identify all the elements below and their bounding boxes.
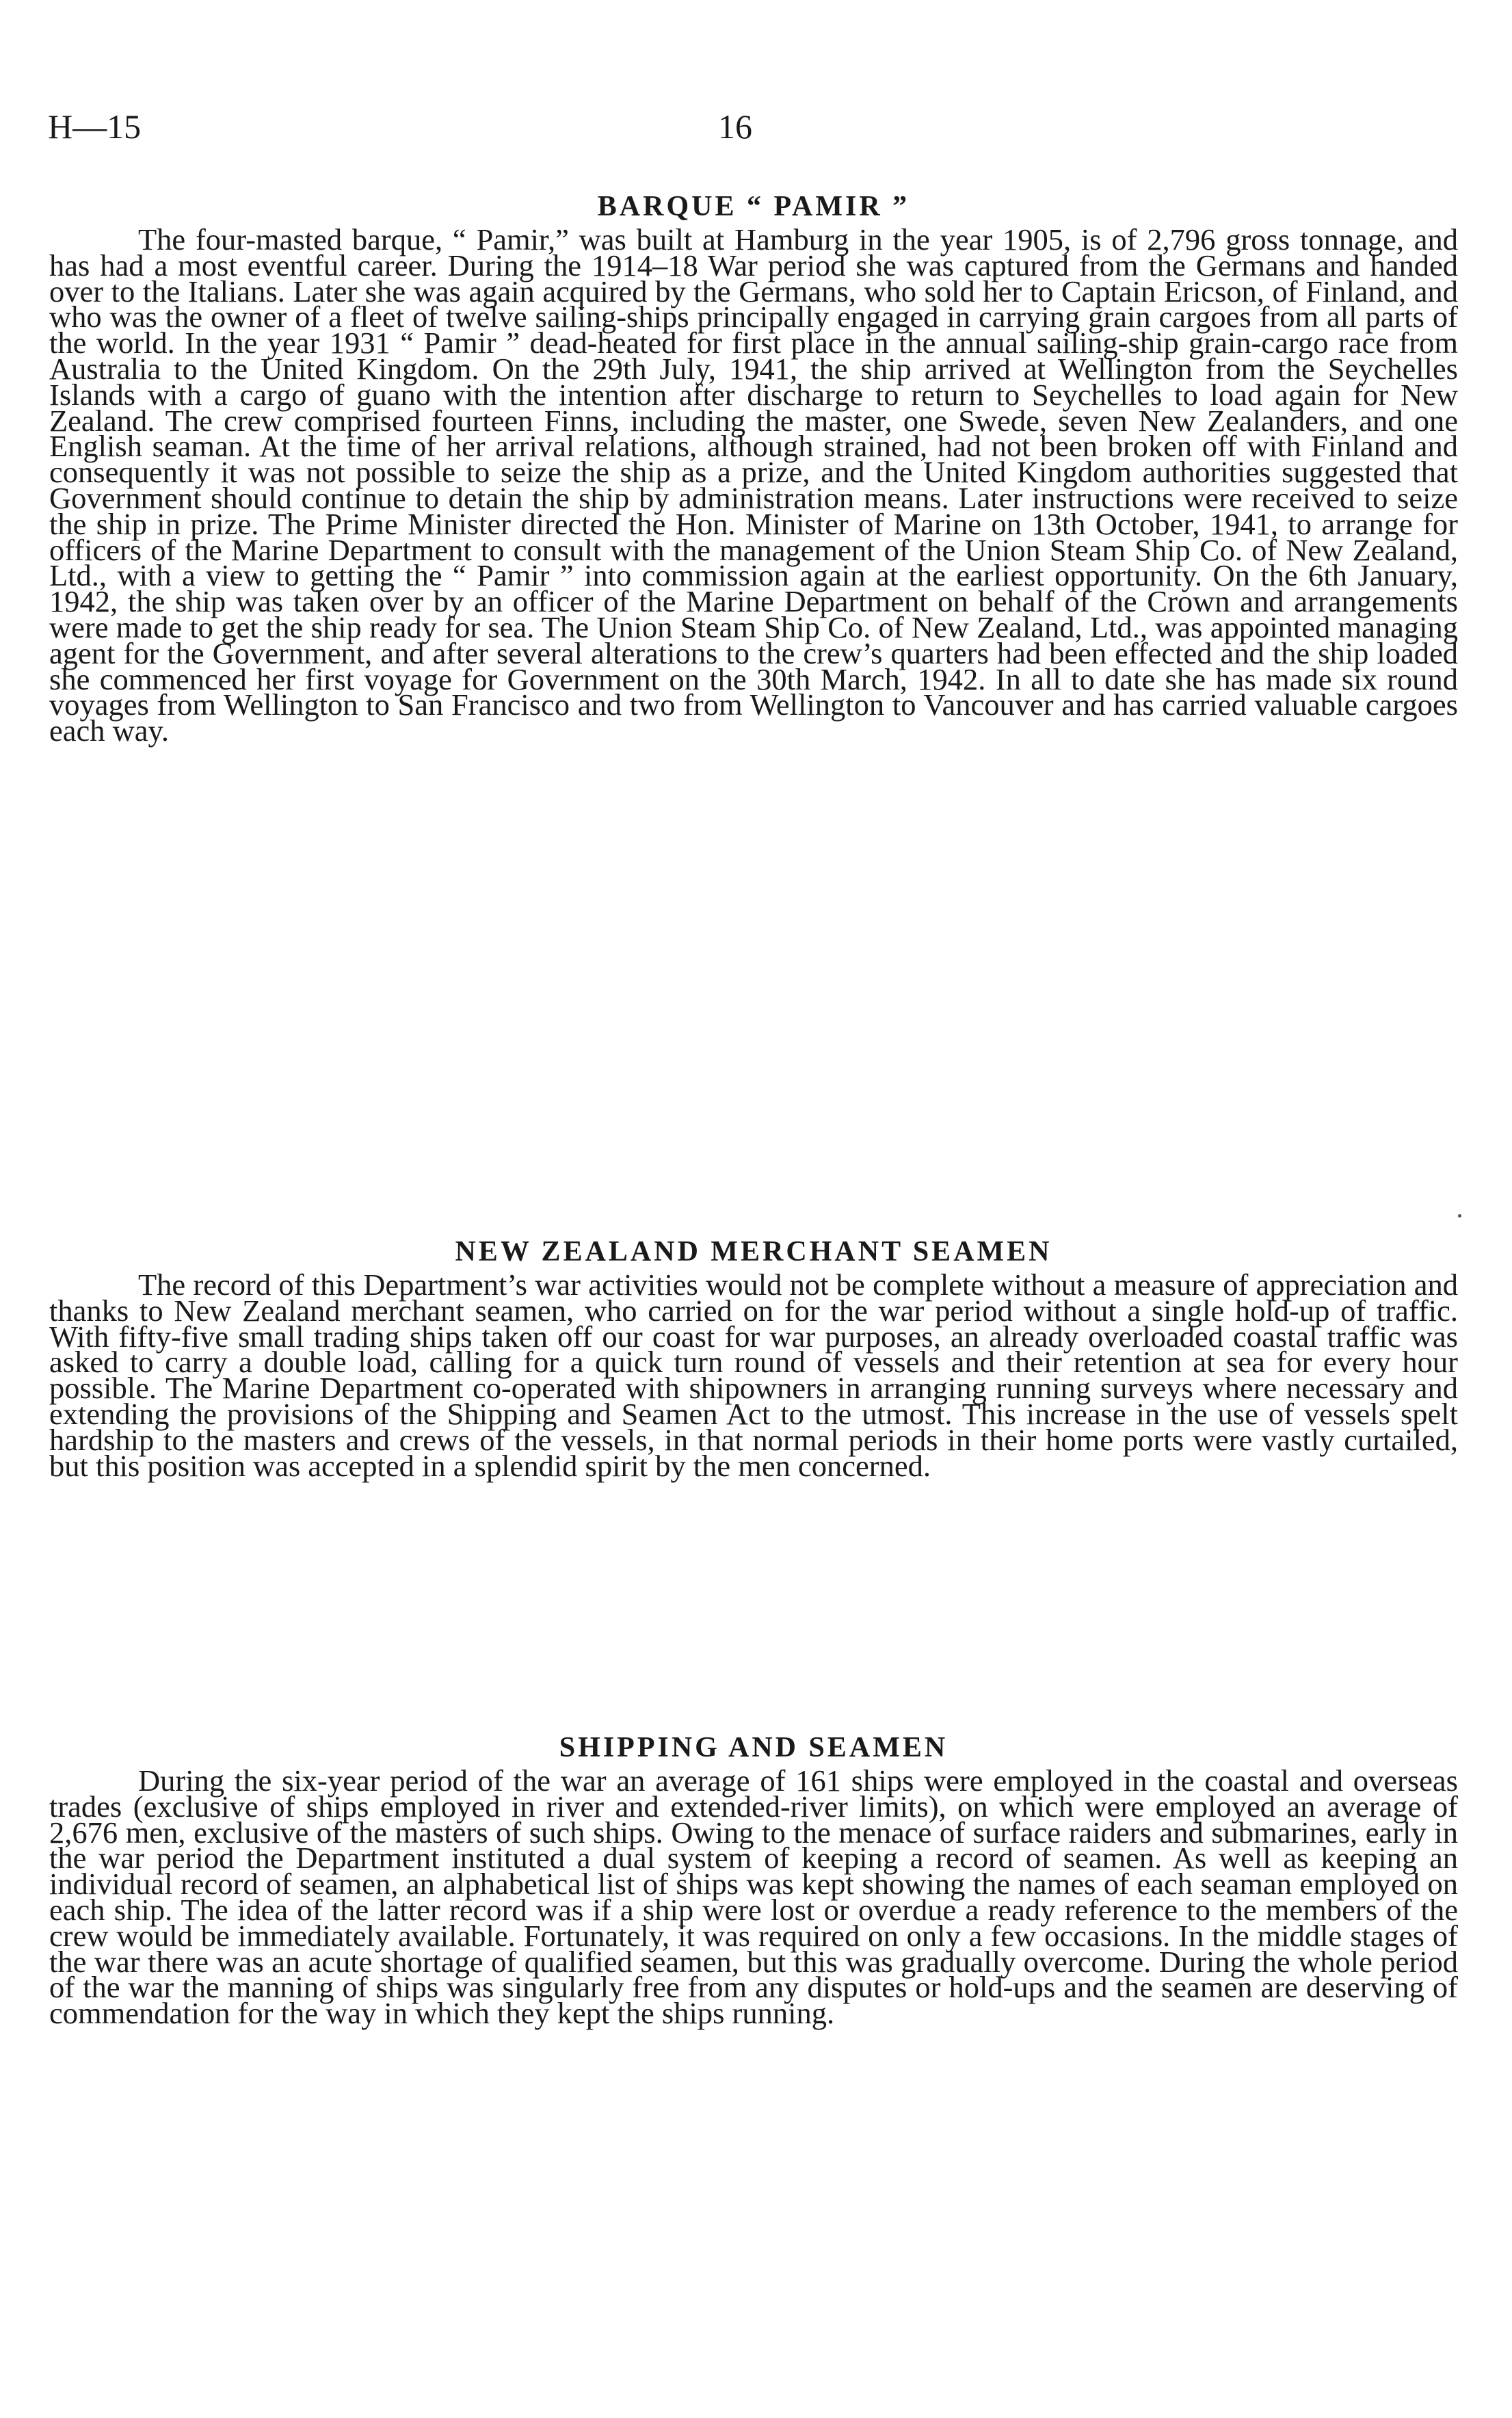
section-paragraph: The record of this Department’s war activities would not be complete without a measure of appreciation and thanks to New Zealand merchant seamen, who carried on for the war period without a single hold-up of traffic. With fifty-five small trading ships taken off our coast for war purposes, an already overloaded coastal traffic was asked to carry a double load, calling for a quick turn round of vessels and their retention at sea for every hour possible. The Marine Department co-operated with shipowners in arranging running surveys where necessary and extending the provisions of the Shipping and Seamen Act to the utmost. This increase in the use of vessels spelt hardship to the masters and crews of the vessels, in that normal periods in their home ports were vastly curtailed, but this position was accepted in a splendid spirit by the men concerned. (49, 1267, 1458, 1483)
section-paragraph: The four-masted barque, “ Pamir,” was built at Hamburg in the year 1905, is of 2,796 gross tonnage, and has had a most eventful career. During the 1914–18 War period she was captured from the Germans and handed over to the Italians. Later she was again acquired by the Germans, who sold her to Captain Ericson, of Finland, and who was the owner of a fleet of twelve sailing-ships principally engaged in carrying grain cargoes from all parts of the world. In the year 1931 “ Pamir ” dead-heated for first place in the annual sailing-ship grain-cargo race from Australia to the United Kingdom. On the 29th July, 1941, the ship arrived at Wellington from the Seychelles Islands with a cargo of guano with the intention after discharge to return to Seychelles to load again for New Zealand. The crew comprised fourteen Finns, including the master, one Swede, seven New Zealanders, and one English seaman. At the time of her arrival relations, although strained, had not been broken off with Finland and consequently it was not possible to seize the ship as a prize, and the United Kingdom authorities suggested that Government should continue to detain the ship by administration means. Later instructions were received to seize the ship in prize. The Prime Minister directed the Hon. Minister of Marine on 13th October, 1941, to arrange for officers of the Marine Department to consult with the management of the Union Steam Ship Co. of New Zealand, Ltd., with a view to getting the “ Pamir ” into commission again at the earliest opportunity. On the 6th January, 1942, the ship was taken over by an officer of the Marine Department on behalf of the Crown and arrangements were made to get the ship ready for sea. The Union Steam Ship Co. of New Zealand, Ltd., was appointed managing agent for the Government, and after several alterations to the crew’s quarters had been effected and the ship loaded she commenced her first voyage for Government on the 30th March, 1942. In all to date she has made six round voyages from Wellington to San Francisco and two from Wellington to Vancouver and has carried valuable cargoes each way. (49, 222, 1458, 748)
section-barque-pamir (49, 186, 1458, 748)
section-paragraph: During the six-year period of the war an average of 161 ships were employed in the coastal and overseas trades (exclusive of ships employed in river and extended-river limits), on which were employed an average of 2,676 men, exclusive of the masters of such ships. Owing to the menace of surface raiders and submarines, early in the war period the Department instituted a dual system of keeping a record of seamen. As well as keeping an individual record of seamen, an alphabetical list of ships was kept showing the names of each seaman employed on each ship. The idea of the latter record was if a ship were lost or overdue a ready reference to the members of the crew would be immediately available. Fortunately, it was required on only a few occasions. In the middle stages of the war there was an acute shortage of qualified seamen, but this was gradually overcome. During the whole period of the war the manning of ships was singularly free from any disputes or hold-ups and the seamen are deserving of commendation for the way in which they kept the ships running. (49, 1763, 1458, 2031)
section-merchant-seamen (49, 1231, 1458, 1483)
scan-speck (1458, 1214, 1461, 1218)
section-title: BARQUE “ PAMIR ” (597, 191, 910, 222)
section-title: NEW ZEALAND MERCHANT SEAMEN (455, 1236, 1052, 1267)
document-reference: H—15 (48, 107, 142, 146)
page-number: 16 (718, 107, 752, 146)
section-shipping-and-seamen (49, 1727, 1458, 2031)
section-title: SHIPPING AND SEAMEN (559, 1732, 949, 1763)
running-header (48, 103, 1430, 150)
